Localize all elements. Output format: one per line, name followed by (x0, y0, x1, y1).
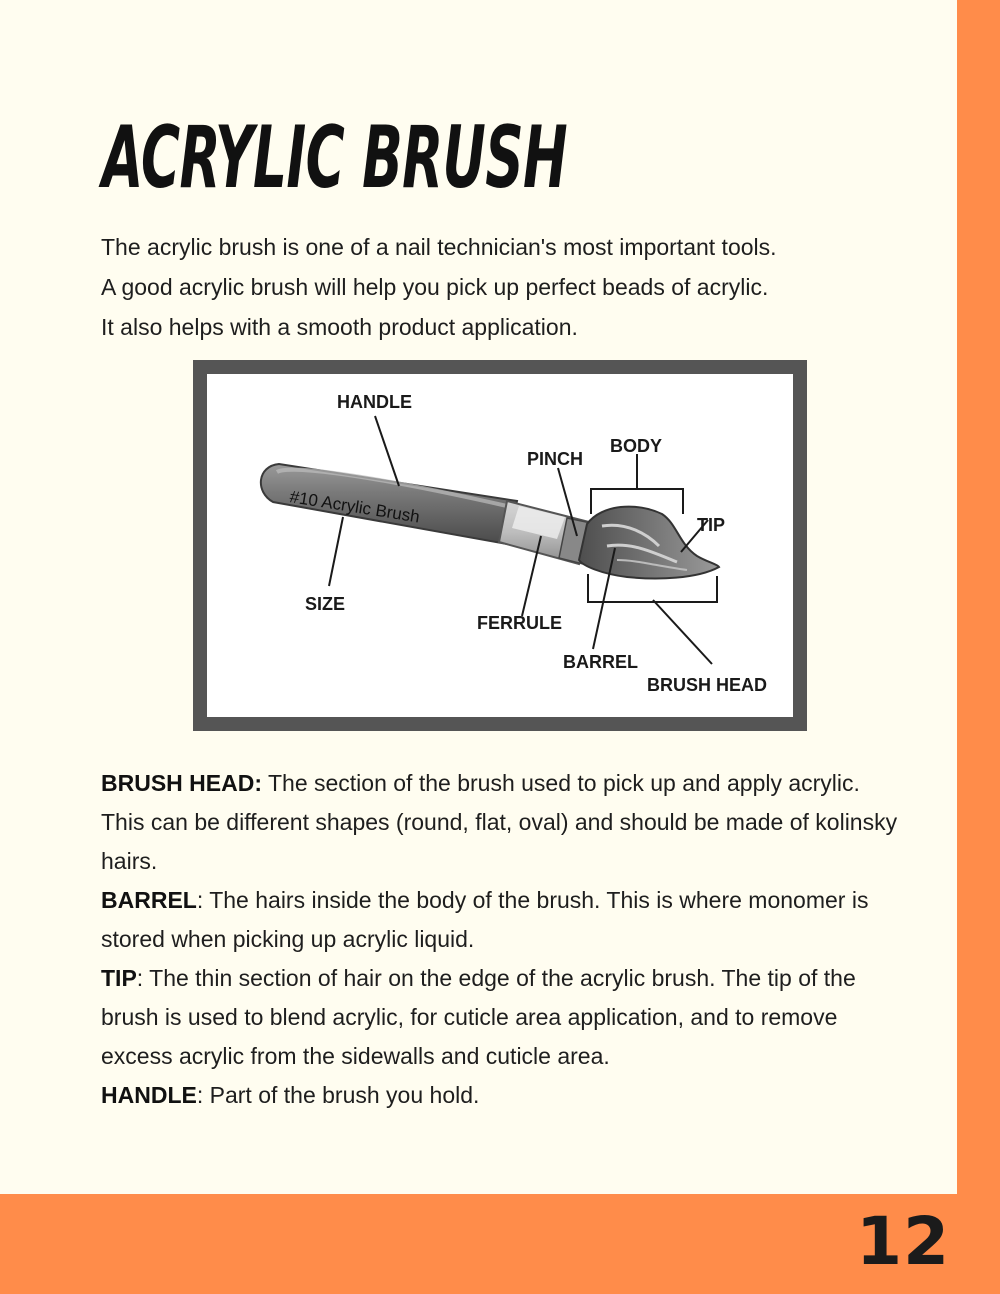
intro-paragraph (101, 227, 901, 347)
intro-line-2: A good acrylic brush will help you pick up perfect beads of acrylic. (101, 274, 769, 300)
label-pinch: PINCH (527, 449, 584, 469)
page-number: 12 (856, 1203, 950, 1280)
definition-text: The hairs inside the body of the brush. This is where monomer is stored when picking up acrylic liquid. (101, 887, 869, 952)
handle-size-text: #10 Acrylic Brush (288, 487, 422, 527)
label-brush-head: BRUSH HEAD (647, 675, 768, 695)
side-accent-bar (957, 0, 1000, 1294)
footer-accent-bar (0, 1194, 1000, 1294)
label-body: BODY (610, 436, 663, 456)
definition-term: HANDLE (101, 1082, 197, 1108)
definition-term: BARREL (101, 887, 197, 913)
label-barrel: BARREL (563, 652, 638, 672)
brush-diagram-frame (193, 360, 807, 731)
intro-line-3: It also helps with a smooth product application. (101, 314, 578, 340)
definition-text: Part of the brush you hold. (203, 1082, 480, 1108)
brush-illustration (207, 374, 793, 717)
definition-punct: : (196, 1082, 204, 1108)
page-title: ACRYLIC BRUSH (102, 108, 567, 208)
definition-term: BRUSH HEAD: (101, 770, 262, 796)
definition-punct: : (136, 965, 144, 991)
definition-text: The section of the brush used to pick up and apply acrylic. This can be different shapes (round, flat, oval) and should be made of kolinsky hairs. (101, 770, 898, 874)
label-handle: HANDLE (337, 392, 412, 412)
intro-line-1: The acrylic brush is one of a nail technician's most important tools. (101, 234, 777, 260)
definition-punct: : (196, 887, 204, 913)
label-tip: TIP (697, 515, 726, 535)
definition-tip (101, 959, 901, 1076)
definitions-list (101, 764, 901, 1115)
label-ferrule: FERRULE (477, 613, 562, 633)
brush-ferrule (499, 501, 591, 564)
definition-text: The thin section of hair on the edge of the acrylic brush. The tip of the brush is used to blend acrylic, for cuticle area application, and to remove excess acrylic from the sidewalls and cuticle area. (101, 965, 856, 1069)
brush-diagram (207, 374, 793, 717)
label-size: SIZE (305, 594, 346, 614)
definition-barrel (101, 881, 901, 959)
definition-term: TIP (101, 965, 137, 991)
definition-handle (101, 1076, 901, 1115)
definition-brush-head (101, 764, 901, 881)
